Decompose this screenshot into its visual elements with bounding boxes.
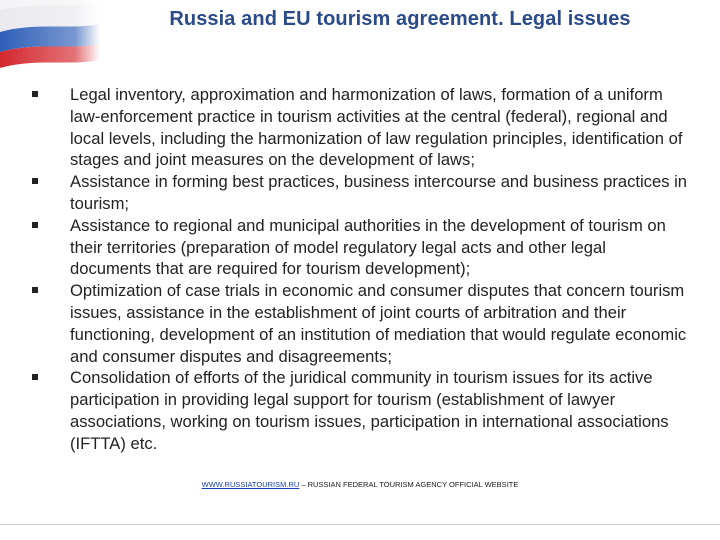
bullet-square-icon xyxy=(32,222,38,228)
list-item xyxy=(30,215,690,280)
footer xyxy=(0,480,720,489)
list-item-text: Consolidation of efforts of the juridical community in tourism issues for its active participation in providing legal support for tourism (establishment of lawyer associations, working on tourism issues, participation in international associations (IFTTA) etc. xyxy=(70,368,669,453)
bullet-square-icon xyxy=(32,374,38,380)
russian-flag-icon xyxy=(0,0,100,68)
footer-text: – RUSSIAN FEDERAL TOURISM AGENCY OFFICIAL WEBSITE xyxy=(299,480,519,489)
footer-divider xyxy=(0,524,720,525)
slide-title: Russia and EU tourism agreement. Legal issues xyxy=(169,8,631,30)
list-item xyxy=(30,84,690,171)
list-item-text: Optimization of case trials in economic and consumer disputes that concern tourism issues, assistance in the establishment of joint courts of arbitration and their functioning, development of an institution of mediation that would regulate economic and consumer disputes and disagreements; xyxy=(70,281,687,366)
bullet-square-icon xyxy=(32,178,38,184)
list-item-text: Assistance in forming best practices, business intercourse and business practices in tourism; xyxy=(70,172,688,213)
bullet-list xyxy=(30,84,690,455)
bullet-square-icon xyxy=(32,287,38,293)
list-item-text: Legal inventory, approximation and harmonization of laws, formation of a uniform law-enforcement practice in tourism activities at the central (federal), regional and local levels, including the harmonization of law regulation principles, identification of stages and joint measures on the development of laws; xyxy=(70,85,683,170)
list-item xyxy=(30,367,690,454)
list-item-text: Assistance to regional and municipal authorities in the development of tourism on their territories (preparation of model regulatory legal acts and other legal documents that are required for tourism development); xyxy=(70,215,666,279)
bullet-square-icon xyxy=(32,91,38,97)
website-link[interactable]: WWW.RUSSIATOURISM.RU xyxy=(201,480,300,489)
list-item xyxy=(30,280,690,367)
list-item xyxy=(30,171,690,215)
